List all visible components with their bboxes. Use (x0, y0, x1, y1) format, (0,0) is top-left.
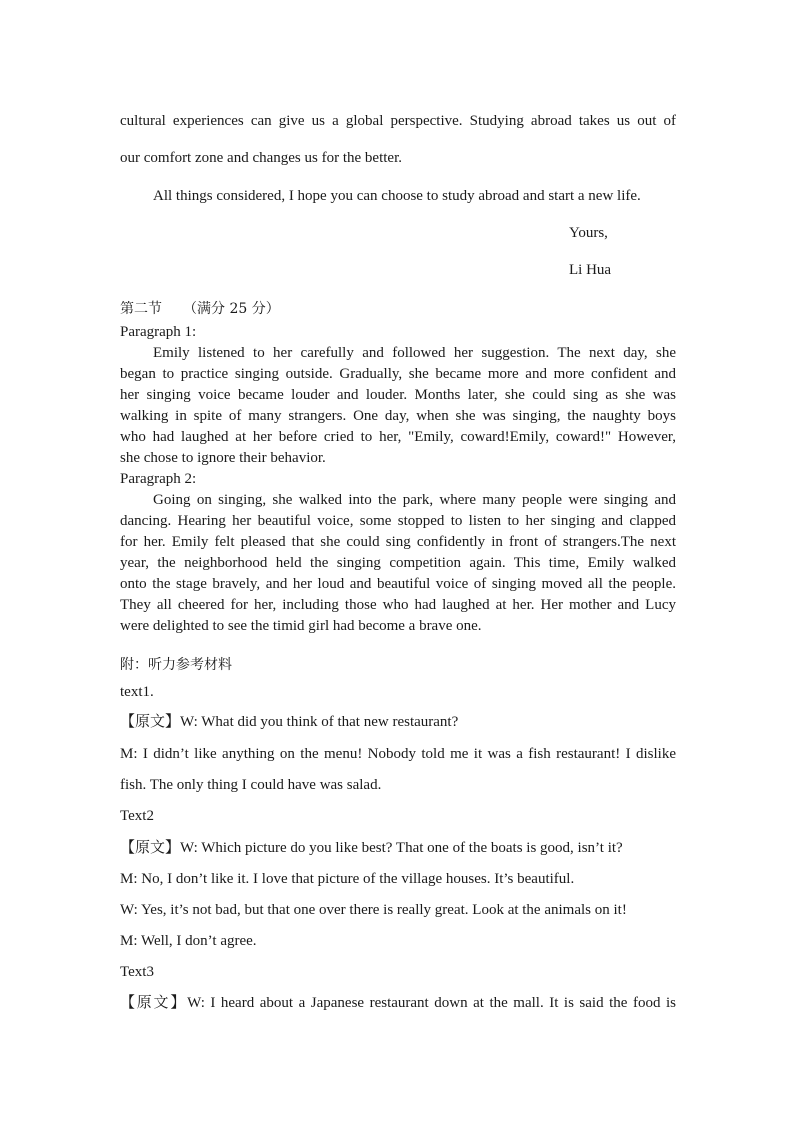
paragraph-2-line: dancing. Hearing her beautiful voice, some stopped to listen to her singing and clapped (120, 513, 676, 529)
letter-signature: Li Hua (569, 262, 612, 278)
text2-label: Text2 (120, 808, 154, 824)
appendix-heading: 附：听力参考材料 (120, 657, 232, 673)
paragraph-1-line: she chose to ignore their behavior. (120, 450, 326, 466)
letter-closing: Yours, (569, 225, 608, 241)
text1-line: fish. The only thing I could have was salad. (120, 777, 382, 793)
paragraph-1-line: who had laughed at her before cried to her, "Emily, coward!Emily, coward!" However, (120, 429, 676, 445)
letter-line-3: All things considered, I hope you can choose to study abroad and start a new life. (153, 188, 641, 204)
text3-label: Text3 (120, 964, 154, 980)
text3-line: 【原文】W: I heard about a Japanese restaurant down at the mall. It is said the food is (120, 995, 676, 1011)
paragraph-1-label: Paragraph 1: (120, 324, 197, 340)
paragraph-1-line: her singing voice became louder and louder. Months later, she could sing as she was (120, 387, 676, 403)
paragraph-2-line: onto the stage bravely, and her loud and beautiful voice of singing moved all the people. (120, 576, 676, 592)
paragraph-2-line: year, the neighborhood held the singing competition again. This time, Emily walked (120, 555, 676, 571)
text1-label: text1. (120, 684, 154, 700)
paragraph-2-line: were delighted to see the timid girl had become a brave one. (120, 618, 482, 634)
letter-line-2: our comfort zone and changes us for the better. (120, 150, 402, 166)
text2-line: 【原文】W: Which picture do you like best? That one of the boats is good, isn’t it? (120, 840, 623, 856)
paragraph-2-line: Going on singing, she walked into the park, where many people were singing and (153, 492, 676, 508)
paragraph-1-line: Emily listened to her carefully and followed her suggestion. The next day, she (153, 345, 676, 361)
section-heading: 第二节 （满分 25 分） (120, 301, 280, 317)
text1-line: 【原文】W: What did you think of that new restaurant? (120, 714, 459, 730)
paragraph-2-line: They all cheered for her, including those who had laughed at her. Her mother and Lucy (120, 597, 676, 613)
text1-line: M: I didn’t like anything on the menu! Nobody told me it was a fish restaurant! I dislike (120, 746, 676, 762)
text2-line: M: No, I don’t like it. I love that picture of the village houses. It’s beautiful. (120, 871, 575, 887)
paragraph-1-line: began to practice singing outside. Gradually, she became more and more confident and (120, 366, 676, 382)
paragraph-2-label: Paragraph 2: (120, 471, 197, 487)
text2-line: M: Well, I don’t agree. (120, 933, 257, 949)
text2-line: W: Yes, it’s not bad, but that one over there is really great. Look at the animals on it! (120, 902, 627, 918)
letter-line-1: cultural experiences can give us a global perspective. Studying abroad takes us out of (120, 113, 676, 129)
paragraph-2-line: for her. Emily felt pleased that she could sing confidently in front of strangers.The next (120, 534, 676, 550)
paragraph-1-line: walking in spite of many strangers. One day, when she was singing, the naughty boys (120, 408, 676, 424)
